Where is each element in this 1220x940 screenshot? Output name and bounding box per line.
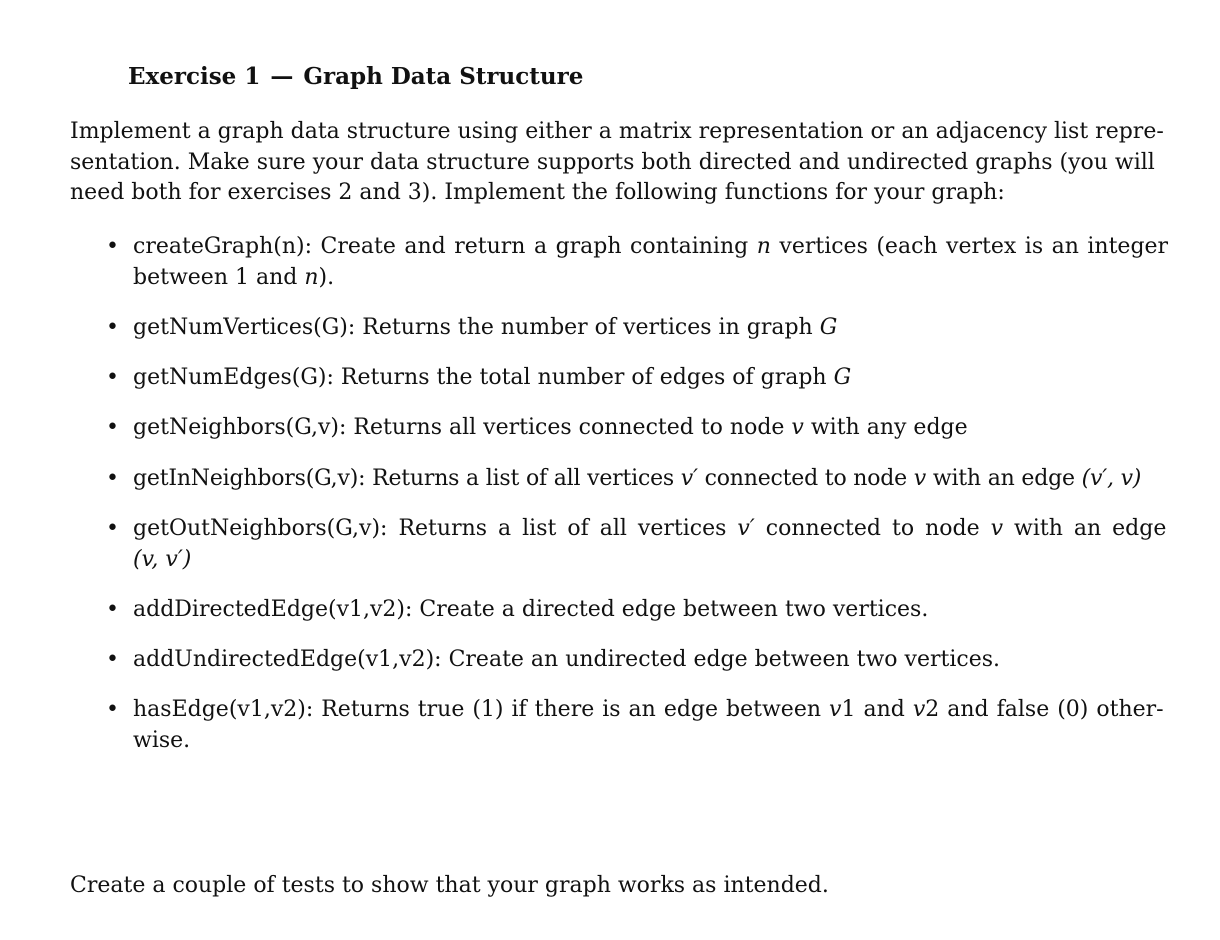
list-item-get-in-neighbors bbox=[106, 464, 1142, 495]
list-item-add-undirected-edge bbox=[106, 645, 1138, 676]
function-signature: getNeighbors(G,v): bbox=[133, 415, 347, 440]
function-signature: getNumVertices(G): bbox=[133, 315, 356, 340]
list-item-text: addUndirectedEdge(v1,v2): Create an undirected edge between two vertices. bbox=[133, 647, 1001, 672]
bullet-icon: • bbox=[106, 697, 119, 722]
bullet-icon: • bbox=[106, 516, 119, 541]
bullet-icon: • bbox=[106, 365, 119, 390]
math-var: v bbox=[791, 415, 804, 440]
math-var: G bbox=[819, 315, 838, 340]
bullet-icon: • bbox=[106, 597, 119, 622]
list-item-text: getInNeighbors(G,v): Returns a list of all vertices v′ connected to node v with an edge (v′, v) bbox=[133, 466, 1142, 491]
intro-line: Implement a graph data structure using either a matrix representation or an adjacency list repre- bbox=[70, 119, 1164, 144]
heading-dash: — bbox=[270, 63, 294, 90]
list-item-has-edge bbox=[106, 695, 1164, 756]
list-item-text: hasEdge(v1,v2): Returns true (1) if there is an edge between v1 and v2 and false (0) other- wise. bbox=[133, 697, 1164, 753]
list-item-add-directed-edge bbox=[106, 595, 1138, 626]
function-signature: getOutNeighbors(G,v): bbox=[133, 516, 388, 541]
math-var: G bbox=[833, 365, 852, 390]
math-var: v′ bbox=[737, 516, 755, 541]
bullet-icon: • bbox=[106, 415, 119, 440]
function-signature: addUndirectedEdge(v1,v2): bbox=[133, 647, 442, 672]
intro-line: need both for exercises 2 and 3). Implement the following functions for your graph: bbox=[70, 180, 1005, 205]
math-var: v bbox=[829, 697, 842, 722]
math-var: v bbox=[913, 466, 927, 491]
list-item-text: addDirectedEdge(v1,v2): Create a directed edge between two vertices. bbox=[133, 597, 929, 622]
function-signature: createGraph(n): bbox=[133, 234, 313, 259]
list-item-text: getNumVertices(G): Returns the number of vertices in graph G bbox=[133, 315, 838, 340]
list-item-text: getNumEdges(G): Returns the total number of edges of graph G bbox=[133, 365, 852, 390]
bullet-icon: • bbox=[106, 466, 119, 491]
list-item-get-num-edges bbox=[106, 363, 1138, 394]
function-signature: hasEdge(v1,v2): bbox=[133, 697, 314, 722]
math-expression: (v, v′) bbox=[133, 546, 192, 572]
list-item-get-num-vertices bbox=[106, 313, 1138, 344]
list-item-get-out-neighbors bbox=[106, 514, 1167, 575]
exercise-label: Exercise 1 bbox=[128, 63, 261, 90]
bullet-icon: • bbox=[106, 647, 119, 672]
list-item-text: getOutNeighbors(G,v): Returns a list of all vertices v′ connected to node v with an edge (v, v′) bbox=[133, 516, 1167, 572]
list-item-get-neighbors bbox=[106, 413, 1138, 444]
math-expression: (v′, v) bbox=[1081, 466, 1142, 491]
intro-line: sentation. Make sure your data structure supports both directed and undirected graphs (you will bbox=[70, 149, 1155, 175]
math-var: v′ bbox=[680, 466, 698, 491]
bullet-icon: • bbox=[106, 234, 119, 259]
math-var: n bbox=[756, 234, 771, 259]
function-signature: getNumEdges(G): bbox=[133, 365, 334, 390]
closing-paragraph: Create a couple of tests to show that your graph works as intended. bbox=[70, 873, 829, 898]
exercise-title: Graph Data Structure bbox=[303, 63, 584, 90]
function-signature: addDirectedEdge(v1,v2): bbox=[133, 597, 413, 622]
math-var: v bbox=[990, 516, 1004, 541]
math-var: n bbox=[304, 264, 319, 290]
list-item-text: createGraph(n): Create and return a graph containing n vertices (each vertex is an integer between 1 and n). bbox=[133, 234, 1169, 290]
list-item-text: getNeighbors(G,v): Returns all vertices connected to node v with any edge bbox=[133, 415, 968, 440]
list-item-create-graph bbox=[106, 232, 1169, 293]
math-var: v bbox=[912, 697, 926, 722]
bullet-icon: • bbox=[106, 315, 119, 340]
function-signature: getInNeighbors(G,v): bbox=[133, 466, 366, 491]
